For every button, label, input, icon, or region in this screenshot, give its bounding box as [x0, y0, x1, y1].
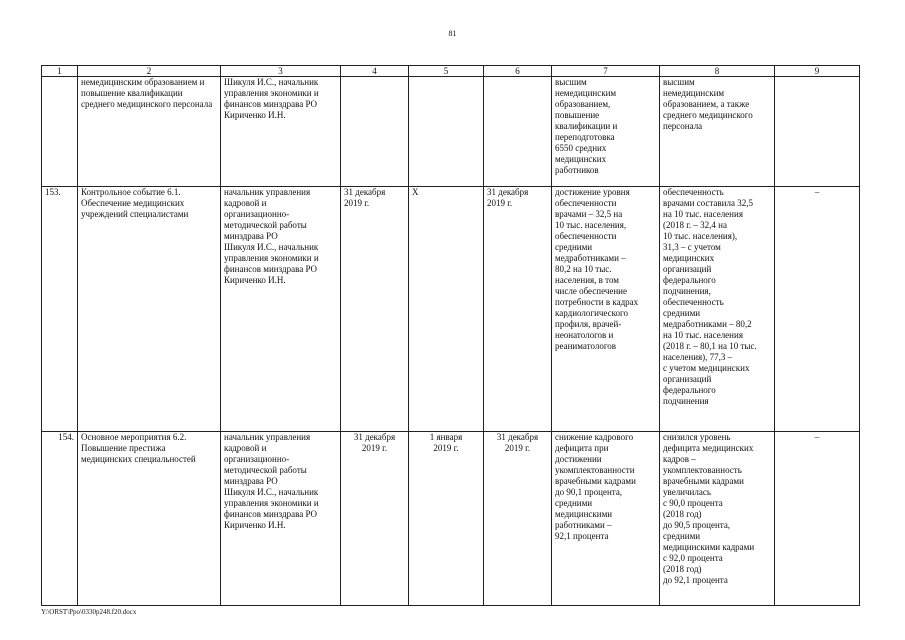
responsible-cell: Шикуля И.С., начальник управления экономики и финансов минздрава РО Кириченко И.Н. — [221, 77, 341, 187]
column-number: 7 — [552, 66, 660, 77]
column-number: 4 — [341, 66, 409, 77]
report-table — [41, 65, 860, 606]
expected-result-cell: снижение кадрового дефицита при достижении укомплектованности врачебными кадрами до 90,1 процента, средними медицинскими работниками – 92,1 процента — [552, 432, 660, 606]
date-start-cell: 1 января 2019 г. — [409, 432, 484, 606]
expected-result-cell: достижение уровня обеспеченности врачами – 32,5 на 10 тыс. населения, обеспеченности средними медработниками – 80,2 на 10 тыс. населения, в том числе обеспечение потребности в кадрах кардиологического профиля, врачей- неонатологов и реаниматологов — [552, 187, 660, 432]
note-cell — [775, 77, 860, 187]
table-row — [42, 432, 860, 606]
row-number-cell: 153. — [42, 187, 78, 432]
column-number: 2 — [78, 66, 221, 77]
date-start-cell: X — [409, 187, 484, 432]
page-number: 81 — [448, 29, 457, 38]
actual-result-cell: обеспеченность врачами составила 32,5 на 10 тыс. населения (2018 г. – 32,4 на 10 тыс. населения), 31,3 – с учетом медицинских организаций федерального подчинения, обеспеченность средними медработниками – 80,2 на 10 тыс. населения (2018 г. – 80,1 на 10 тыс. населения), 77,3 – с учетом медицинских организаций федерального подчинения — [660, 187, 775, 432]
date-plan-cell: 31 декабря 2019 г. — [341, 432, 409, 606]
date-end-cell: 31 декабря 2019 г. — [484, 187, 552, 432]
column-number: 1 — [42, 66, 78, 77]
row-number-cell — [42, 77, 78, 187]
date-start-cell — [409, 77, 484, 187]
column-number: 6 — [484, 66, 552, 77]
row-number-cell: 154. — [42, 432, 78, 606]
note-cell: – — [775, 432, 860, 606]
actual-result-cell: высшим немедицинским образованием, а также среднего медицинского персонала — [660, 77, 775, 187]
event-cell: немедицинским образованием и повышение квалификации среднего медицинского персонала — [78, 77, 221, 187]
event-cell: Контрольное событие 6.1. Обеспечение медицинских учреждений специалистами — [78, 187, 221, 432]
date-plan-cell: 31 декабря 2019 г. — [341, 187, 409, 432]
responsible-cell: начальник управления кадровой и организационно- методической работы минздрава РО Шикуля И.С., начальник управления экономики и финансов минздрава РО Кириченко И.Н. — [221, 187, 341, 432]
column-number: 3 — [221, 66, 341, 77]
actual-result-cell: снизился уровень дефицита медицинских кадров – укомплектованность врачебными кадрами увеличилась с 90,0 процента (2018 год) до 90,5 процента, средними медицинскими кадрами с 92,0 процента (2018 год) до 92,1 процента — [660, 432, 775, 606]
responsible-cell: начальник управления кадровой и организационно- методической работы минздрава РО Шикуля И.С., начальник управления экономики и финансов минздрава РО Кириченко И.Н. — [221, 432, 341, 606]
table-row — [42, 77, 860, 187]
date-plan-cell — [341, 77, 409, 187]
footer-file-path: Y:\ORST\Ppo\0330p248.f20.docx — [41, 608, 137, 616]
expected-result-cell: высшим немедицинским образованием, повышение квалификации и переподготовка 6550 средних медицинских работников — [552, 77, 660, 187]
event-cell: Основное мероприятия 6.2. Повышение престижа медицинских специальностей — [78, 432, 221, 606]
column-number: 9 — [775, 66, 860, 77]
note-cell: – — [775, 187, 860, 432]
column-number: 5 — [409, 66, 484, 77]
column-number-row — [42, 66, 860, 77]
table-row — [42, 187, 860, 432]
date-end-cell: 31 декабря 2019 г. — [484, 432, 552, 606]
date-end-cell — [484, 77, 552, 187]
column-number: 8 — [660, 66, 775, 77]
